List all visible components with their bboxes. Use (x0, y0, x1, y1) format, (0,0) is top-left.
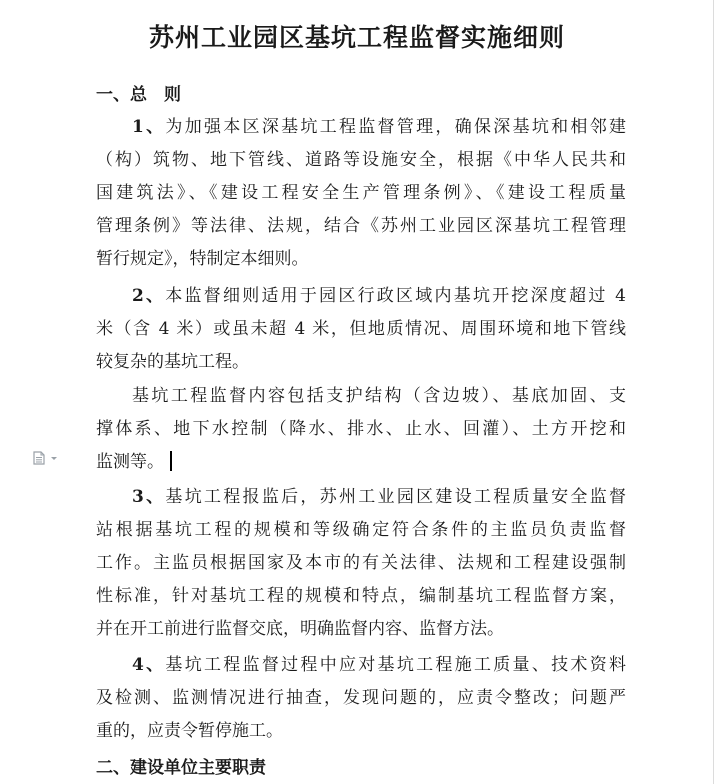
section-heading: 二、建设单位主要职责 (96, 758, 266, 778)
paragraph-number: 4、 (132, 655, 166, 675)
paragraph-line: 并在开工前进行监督交底，明确监督内容、监督方法。 (96, 619, 504, 639)
paragraph-line: 管理条例》等法律、法规，结合《苏州工业园区深基坑工程管理 (96, 216, 626, 236)
document-title: 苏州工业园区基坑工程监督实施细则 (148, 23, 565, 52)
paragraph-line: 撑体系、地下水控制（降水、排水、止水、回灌）、土方开挖和 (96, 419, 626, 439)
paragraph-line: 及检测、监测情况进行抽查，发现问题的，应责令整改；问题严 (96, 688, 626, 708)
paragraph-number: 1、 (132, 117, 166, 137)
paragraph-line: 站根据基坑工程的规模和等级确定符合条件的主监员负责监督 (96, 520, 626, 540)
paragraph-line: 工作。主监员根据国家及本市的有关法律、法规和工程建设强制 (96, 553, 626, 573)
paragraph-number: 3、 (132, 487, 166, 507)
paragraph-line: 性标准，针对基坑工程的规模和特点，编制基坑工程监督方案， (96, 586, 626, 606)
text-cursor (170, 451, 172, 471)
paragraph-line: 暂行规定》，特制定本细则。 (96, 249, 309, 269)
section-heading: 一、总 则 (96, 85, 181, 105)
paragraph-line: 1、为加强本区深基坑工程监督管理，确保深基坑和相邻建 (132, 117, 626, 137)
paragraph-number: 2、 (132, 286, 166, 306)
paragraph-line: 3、基坑工程报监后，苏州工业园区建设工程质量安全监督 (132, 487, 626, 507)
paragraph-line: 较复杂的基坑工程。 (96, 352, 249, 372)
paragraph-line: 基坑工程监督内容包括支护结构（含边坡）、基底加固、支 (132, 386, 626, 406)
paragraph-line: 2、本监督细则适用于园区行政区域内基坑开挖深度超过 4 (132, 286, 626, 306)
paragraph-line: 重的，应责令暂停施工。 (96, 721, 283, 741)
paragraph-line: 监测等。 (96, 450, 626, 474)
paragraph-line: 国建筑法》、《建设工程安全生产管理条例》、《建设工程质量 (96, 183, 626, 203)
paragraph-line: 4、基坑工程监督过程中应对基坑工程施工质量、技术资料 (132, 655, 626, 675)
document-options-icon[interactable] (32, 450, 60, 464)
paragraph-line: （构）筑物、地下管线、道路等设施安全，根据《中华人民共和 (96, 150, 626, 170)
paragraph-line: 米（含 4 米）或虽未超 4 米，但地质情况、周围环境和地下管线 (96, 319, 626, 339)
